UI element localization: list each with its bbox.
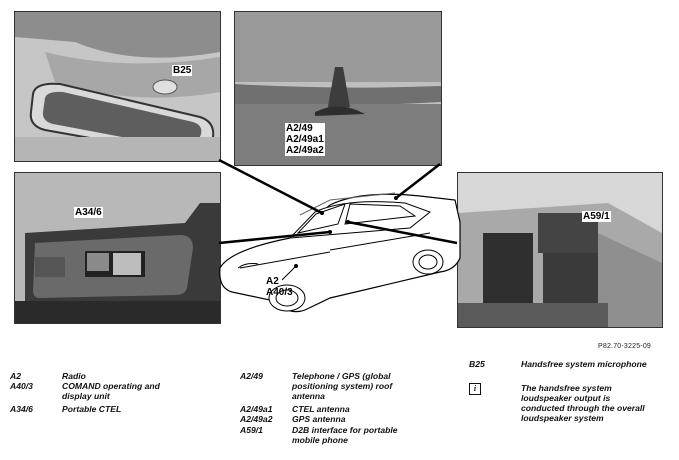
callout-a2-49a1: A2/49a1: [286, 134, 324, 145]
legend-item: [240, 414, 440, 424]
legend-code: A2: [10, 371, 21, 381]
legend-desc: COMAND operating and display unit: [62, 381, 160, 401]
info-icon: i: [469, 383, 481, 395]
legend-column-3: [469, 359, 669, 423]
legend-item: [10, 371, 200, 381]
callout-a2: A2: [266, 276, 279, 287]
legend-item: [10, 404, 200, 414]
callout-a59-1: A59/1: [583, 211, 610, 222]
legend-column-1: [10, 371, 200, 414]
callout-b25: B25: [173, 65, 192, 76]
note-row: [469, 383, 669, 423]
legend-desc: GPS antenna: [292, 414, 346, 424]
figure-reference: P82.70-3225-09: [598, 343, 652, 350]
legend-desc: Handsfree system microphone: [521, 359, 647, 369]
legend-item: [10, 381, 200, 401]
legend-desc: CTEL antenna: [292, 404, 350, 414]
note-icon-wrap: [469, 383, 521, 423]
legend-code: A2/49a2: [240, 414, 273, 424]
legend-item: [240, 425, 440, 445]
legend-item: [469, 359, 669, 369]
callout-a2-49: A2/49: [286, 123, 313, 134]
callout-a34-6: A34/6: [75, 207, 102, 218]
legend-column-2: [240, 371, 440, 445]
legend-desc: Telephone / GPS (global positioning system) roof antenna: [292, 371, 393, 401]
legend-code: A2/49: [240, 371, 263, 381]
legend-item: [240, 371, 440, 401]
legend-desc: D2B interface for portable mobile phone: [292, 425, 398, 445]
note-text: The handsfree system loudspeaker output is conducted through the overall loudspeaker system: [521, 383, 645, 423]
callout-a2-49a2: A2/49a2: [286, 145, 324, 156]
callout-a40-3: A40/3: [266, 287, 293, 298]
legend-item: [240, 404, 440, 414]
legend-code: A40/3: [10, 381, 33, 391]
legend-code: A59/1: [240, 425, 263, 435]
legend-desc: Radio: [62, 371, 86, 381]
callout-car: [265, 276, 294, 298]
legend-code: B25: [469, 359, 485, 369]
legend-code: A34/6: [10, 404, 33, 414]
legend-desc: Portable CTEL: [62, 404, 122, 414]
legend-code: A2/49a1: [240, 404, 273, 414]
